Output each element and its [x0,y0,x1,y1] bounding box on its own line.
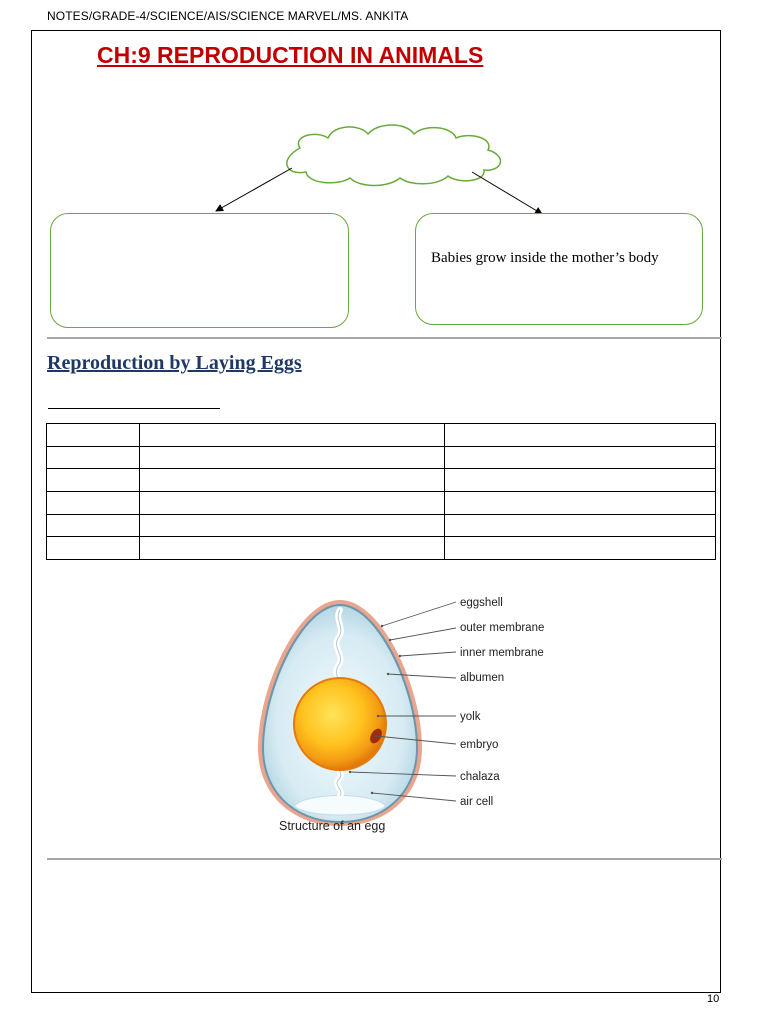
egg-caption: Structure of an egg [279,819,386,833]
table-row [47,469,716,492]
label-yolk: yolk [460,711,481,723]
fill-in-blank-line [48,408,220,409]
table-cell [47,469,140,492]
outer-membrane-leader [390,628,456,640]
eggshell-leader [382,602,456,626]
label-albumen: albumen [460,672,505,684]
left-concept-box [50,213,349,328]
label-eggshell: eggshell [460,597,503,609]
table-cell [445,446,716,469]
chapter-title: CH:9 REPRODUCTION IN ANIMALS [97,42,484,68]
table-cell [445,469,716,492]
yolk-shape [294,678,386,770]
table-row [47,514,716,537]
table-row [47,492,716,515]
section-divider [47,337,722,339]
table-row [47,424,716,447]
table-cell [47,446,140,469]
table-cell [140,492,445,515]
label-air-cell: air cell [460,796,494,808]
egg-structure-diagram [250,588,570,838]
table-cell [140,537,445,560]
right-arrow [472,172,542,214]
section-divider-bottom [47,858,722,860]
label-inner-membrane: inner membrane [460,647,544,659]
right-box-text: Babies grow inside the mother’s body [431,250,659,266]
label-outer-membrane: outer membrane [460,622,545,634]
table-cell [47,537,140,560]
table-cell [445,514,716,537]
label-chalaza: chalaza [460,771,500,783]
table-cell [47,424,140,447]
table-cell [140,514,445,537]
table-cell [140,424,445,447]
table-row [47,537,716,560]
cloud-shape [287,125,501,186]
page-number: 10 [707,993,720,1005]
right-concept-box [415,213,703,325]
blank-table [46,423,716,560]
table-cell [47,514,140,537]
concept-map-diagram [0,0,768,240]
table-cell [140,446,445,469]
table-cell [445,537,716,560]
table-cell [47,492,140,515]
table-cell [445,492,716,515]
table-cell [445,424,716,447]
page-header: NOTES/GRADE-4/SCIENCE/AIS/SCIENCE MARVEL/MS. ANKITA [47,9,409,23]
section-heading: Reproduction by Laying Eggs [47,352,302,374]
table-cell [140,469,445,492]
left-arrow [216,168,292,211]
inner-membrane-leader [400,652,456,656]
table-row [47,446,716,469]
label-embryo: embryo [460,739,499,751]
